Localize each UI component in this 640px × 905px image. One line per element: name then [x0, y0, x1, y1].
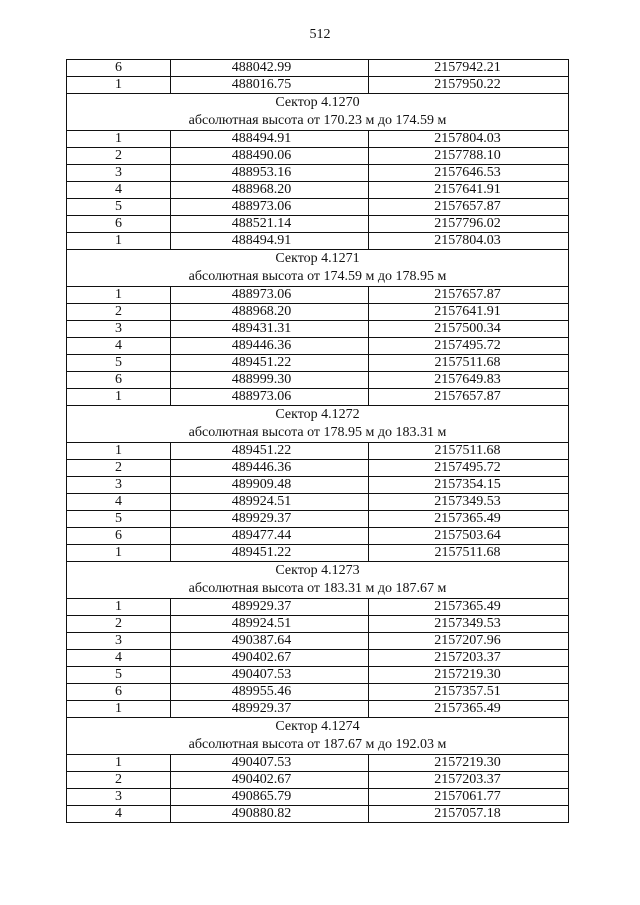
table-row: [67, 616, 569, 633]
sector-altitude-row: [67, 580, 569, 599]
table-row: [67, 60, 569, 77]
point-number-cell: 3: [67, 477, 171, 494]
point-number-cell: 2: [67, 304, 171, 321]
y-coordinate-cell: 2157657.87: [369, 287, 569, 304]
point-number-cell: 1: [67, 77, 171, 94]
page-number: 512: [309, 27, 331, 42]
point-number-cell: 6: [67, 60, 171, 77]
x-coordinate-cell: 488973.06: [171, 389, 369, 406]
x-coordinate-cell: 488016.75: [171, 77, 369, 94]
x-coordinate-cell: 489924.51: [171, 494, 369, 511]
sector-altitude: абсолютная высота от 187.67 м до 192.03 м: [67, 736, 569, 755]
y-coordinate-cell: 2157365.49: [369, 599, 569, 616]
y-coordinate-cell: 2157219.30: [369, 667, 569, 684]
point-number-cell: 1: [67, 233, 171, 250]
y-coordinate-cell: 2157511.68: [369, 443, 569, 460]
table-row: [67, 77, 569, 94]
x-coordinate-cell: 488973.06: [171, 199, 369, 216]
sector-title: Сектор 4.1271: [67, 250, 569, 269]
table-row: [67, 528, 569, 545]
y-coordinate-cell: 2157804.03: [369, 233, 569, 250]
x-coordinate-cell: 488490.06: [171, 148, 369, 165]
x-coordinate-cell: 490880.82: [171, 806, 369, 823]
x-coordinate-cell: 489446.36: [171, 460, 369, 477]
table-row: [67, 372, 569, 389]
point-number-cell: 1: [67, 131, 171, 148]
x-coordinate-cell: 490402.67: [171, 772, 369, 789]
point-number-cell: 3: [67, 165, 171, 182]
y-coordinate-cell: 2157219.30: [369, 755, 569, 772]
point-number-cell: 1: [67, 599, 171, 616]
point-number-cell: 4: [67, 650, 171, 667]
table-row: [67, 667, 569, 684]
sector-altitude-row: [67, 736, 569, 755]
sector-title: Сектор 4.1273: [67, 562, 569, 581]
table-row: [67, 165, 569, 182]
table-row: [67, 494, 569, 511]
point-number-cell: 5: [67, 667, 171, 684]
y-coordinate-cell: 2157804.03: [369, 131, 569, 148]
sector-title-row: [67, 718, 569, 737]
table-row: [67, 545, 569, 562]
sector-altitude: абсолютная высота от 178.95 м до 183.31 м: [67, 424, 569, 443]
sector-title-row: [67, 250, 569, 269]
x-coordinate-cell: 489909.48: [171, 477, 369, 494]
table-row: [67, 755, 569, 772]
sector-title: Сектор 4.1270: [67, 94, 569, 113]
table-row: [67, 287, 569, 304]
sector-title-row: [67, 406, 569, 425]
table-row: [67, 460, 569, 477]
y-coordinate-cell: 2157657.87: [369, 199, 569, 216]
x-coordinate-cell: 489446.36: [171, 338, 369, 355]
y-coordinate-cell: 2157649.83: [369, 372, 569, 389]
point-number-cell: 3: [67, 321, 171, 338]
sector-altitude-row: [67, 112, 569, 131]
table-row: [67, 199, 569, 216]
table-row: [67, 304, 569, 321]
y-coordinate-cell: 2157495.72: [369, 338, 569, 355]
point-number-cell: 1: [67, 443, 171, 460]
table-row: [67, 338, 569, 355]
x-coordinate-cell: 490387.64: [171, 633, 369, 650]
point-number-cell: 6: [67, 684, 171, 701]
point-number-cell: 5: [67, 355, 171, 372]
x-coordinate-cell: 488494.91: [171, 233, 369, 250]
x-coordinate-cell: 488968.20: [171, 304, 369, 321]
y-coordinate-cell: 2157203.37: [369, 650, 569, 667]
point-number-cell: 4: [67, 494, 171, 511]
point-number-cell: 1: [67, 545, 171, 562]
table-row: [67, 216, 569, 233]
table-row: [67, 511, 569, 528]
x-coordinate-cell: 489477.44: [171, 528, 369, 545]
point-number-cell: 3: [67, 633, 171, 650]
sector-altitude-row: [67, 268, 569, 287]
table-row: [67, 599, 569, 616]
coordinates-table: [66, 59, 569, 823]
y-coordinate-cell: 2157349.53: [369, 494, 569, 511]
point-number-cell: 2: [67, 148, 171, 165]
x-coordinate-cell: 488968.20: [171, 182, 369, 199]
y-coordinate-cell: 2157057.18: [369, 806, 569, 823]
y-coordinate-cell: 2157646.53: [369, 165, 569, 182]
table-row: [67, 650, 569, 667]
table-row: [67, 355, 569, 372]
y-coordinate-cell: 2157207.96: [369, 633, 569, 650]
x-coordinate-cell: 489431.31: [171, 321, 369, 338]
point-number-cell: 2: [67, 616, 171, 633]
table-row: [67, 389, 569, 406]
y-coordinate-cell: 2157365.49: [369, 511, 569, 528]
x-coordinate-cell: 489929.37: [171, 511, 369, 528]
point-number-cell: 3: [67, 789, 171, 806]
sector-altitude: абсолютная высота от 170.23 м до 174.59 м: [67, 112, 569, 131]
x-coordinate-cell: 488042.99: [171, 60, 369, 77]
table-row: [67, 321, 569, 338]
y-coordinate-cell: 2157511.68: [369, 355, 569, 372]
table-row: [67, 806, 569, 823]
table-row: [67, 772, 569, 789]
point-number-cell: 1: [67, 389, 171, 406]
table-row: [67, 701, 569, 718]
point-number-cell: 4: [67, 182, 171, 199]
coordinates-table-body: [67, 60, 569, 823]
x-coordinate-cell: 490407.53: [171, 667, 369, 684]
sector-title-row: [67, 562, 569, 581]
y-coordinate-cell: 2157950.22: [369, 77, 569, 94]
x-coordinate-cell: 489955.46: [171, 684, 369, 701]
table-row: [67, 182, 569, 199]
x-coordinate-cell: 488999.30: [171, 372, 369, 389]
y-coordinate-cell: 2157354.15: [369, 477, 569, 494]
y-coordinate-cell: 2157641.91: [369, 304, 569, 321]
y-coordinate-cell: 2157503.64: [369, 528, 569, 545]
point-number-cell: 6: [67, 216, 171, 233]
x-coordinate-cell: 489451.22: [171, 355, 369, 372]
y-coordinate-cell: 2157641.91: [369, 182, 569, 199]
sector-altitude: абсолютная высота от 174.59 м до 178.95 м: [67, 268, 569, 287]
y-coordinate-cell: 2157796.02: [369, 216, 569, 233]
table-row: [67, 633, 569, 650]
x-coordinate-cell: 489451.22: [171, 443, 369, 460]
y-coordinate-cell: 2157203.37: [369, 772, 569, 789]
y-coordinate-cell: 2157511.68: [369, 545, 569, 562]
point-number-cell: 6: [67, 528, 171, 545]
table-row: [67, 477, 569, 494]
point-number-cell: 6: [67, 372, 171, 389]
sector-altitude: абсолютная высота от 183.31 м до 187.67 м: [67, 580, 569, 599]
y-coordinate-cell: 2157500.34: [369, 321, 569, 338]
x-coordinate-cell: 488973.06: [171, 287, 369, 304]
point-number-cell: 2: [67, 460, 171, 477]
x-coordinate-cell: 490865.79: [171, 789, 369, 806]
y-coordinate-cell: 2157495.72: [369, 460, 569, 477]
x-coordinate-cell: 489451.22: [171, 545, 369, 562]
y-coordinate-cell: 2157357.51: [369, 684, 569, 701]
x-coordinate-cell: 490402.67: [171, 650, 369, 667]
point-number-cell: 5: [67, 511, 171, 528]
x-coordinate-cell: 488494.91: [171, 131, 369, 148]
point-number-cell: 1: [67, 701, 171, 718]
table-row: [67, 684, 569, 701]
y-coordinate-cell: 2157788.10: [369, 148, 569, 165]
sector-title-row: [67, 94, 569, 113]
x-coordinate-cell: 489929.37: [171, 599, 369, 616]
y-coordinate-cell: 2157061.77: [369, 789, 569, 806]
point-number-cell: 1: [67, 287, 171, 304]
table-row: [67, 131, 569, 148]
y-coordinate-cell: 2157942.21: [369, 60, 569, 77]
x-coordinate-cell: 489924.51: [171, 616, 369, 633]
sector-title: Сектор 4.1272: [67, 406, 569, 425]
x-coordinate-cell: 488521.14: [171, 216, 369, 233]
point-number-cell: 4: [67, 806, 171, 823]
point-number-cell: 2: [67, 772, 171, 789]
point-number-cell: 4: [67, 338, 171, 355]
point-number-cell: 5: [67, 199, 171, 216]
sector-altitude-row: [67, 424, 569, 443]
table-row: [67, 148, 569, 165]
table-row: [67, 233, 569, 250]
table-row: [67, 443, 569, 460]
x-coordinate-cell: 489929.37: [171, 701, 369, 718]
x-coordinate-cell: 490407.53: [171, 755, 369, 772]
sector-title: Сектор 4.1274: [67, 718, 569, 737]
y-coordinate-cell: 2157349.53: [369, 616, 569, 633]
point-number-cell: 1: [67, 755, 171, 772]
x-coordinate-cell: 488953.16: [171, 165, 369, 182]
y-coordinate-cell: 2157365.49: [369, 701, 569, 718]
y-coordinate-cell: 2157657.87: [369, 389, 569, 406]
table-row: [67, 789, 569, 806]
